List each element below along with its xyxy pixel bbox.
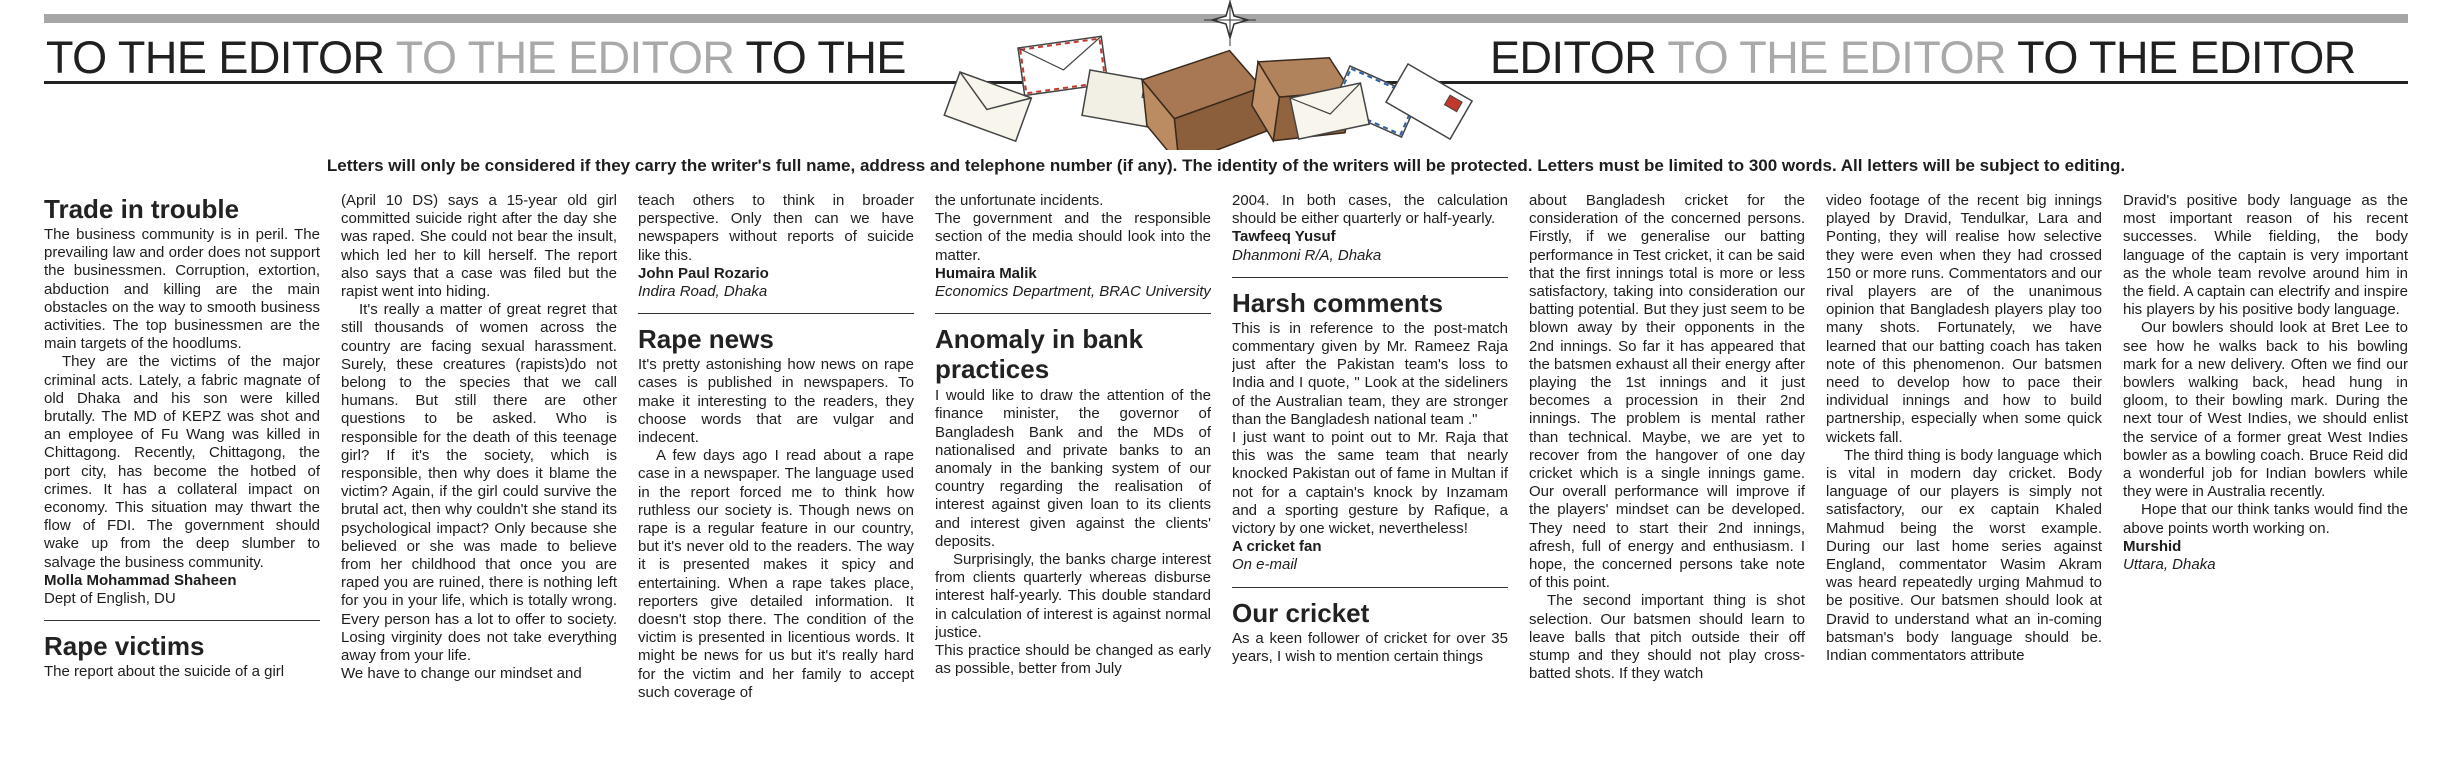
letter-paragraph: They are the victims of the major criminal acts. Lately, a fabric magnate of old Dhaka and his son were killed brutally. The MD of KEPZ was shot and an employee of Fu Wang was killed in Chittagong. Recently, Chittagong, the port city, has become the hotbed of crimes. It has a collateral impact on economy. This situation may thwart the flow of FDI. The government should wake up from the deep slumber to salvage the business community. [44,353,320,571]
letter-paragraph: Surprisingly, the banks charge interest from clients quarterly whereas disburse interest half-yearly. This double standard in calculation of interest is against normal justice. [935,551,1211,641]
masthead-text-gray: TO THE EDITOR [1667,32,2006,83]
letter-paragraph: The government and the responsible section of the media should look into the matter. [935,210,1211,264]
headline-our-cricket: Our cricket [1232,597,1370,628]
letter-affiliation: Uttara, Dhaka [2123,556,2216,574]
envelope-icon [944,72,1031,141]
letter-paragraph: Our bowlers should look at Bret Lee to see how he walks back to his bowling mark for a new delivery. Often we find our bowlers walking back, head hung in gloom, to their bowling mark. During the next tour of West Indies, we should enlist the service of a former great West Indies bowler as a bowling coach. Bruce Reid did a wonderful job for Indian bowlers while they were in Australia recently. [2123,319,2408,501]
masthead-right [1490,33,2356,83]
letter-paragraph: It's pretty astonishing how news on rape cases is published in newspapers. To make it interesting to the readers, they choose words that are vulgar and indecent. [638,356,914,447]
section-divider [935,313,1211,314]
headline-trade-in-trouble: Trade in trouble [44,194,240,224]
column-5 [1232,192,1508,752]
letter-paragraph: I just want to point out to Mr. Raja that this was the same team that nearly knocked Pakistan out of fame in Multan if not for a captain's knock by Inzamam and a sporting gesture by Rafique, a victory by one wicket, nevertheless! [1232,429,1508,538]
letter-paragraph: We have to change our mindset and [341,665,582,683]
headline-rape-news: Rape news [638,324,774,355]
letter-paragraph: It's really a matter of great regret that still thousands of women across the country are facing sexual harassment. Surely, these creatures (rapists)do not belong to the species that we call humans. But still there are other questions to be asked. Who is responsible for the death of this teenage girl? If it's the society, which is responsible, then why does it blame the victim? Again, if the girl could survive the brutal act, then why couldn't she stand its psychological impact? Only because she believed or she was made to believe from her childhood that once you are raped you are ruined, there is nothing left for you in your life, which is totally wrong. Every person has a lot to offer to society. Losing virginity does not take everything away from your life. [341,301,617,665]
letter-paragraph: The business community is in peril. The prevailing law and order does not support the businessmen. Corruption, extortion, abduction and killing are the main obstacles on the way to smooth business activities. The top businessmen are the main targets of the hoodlums. [44,226,320,353]
masthead-text-gray: TO THE EDITOR [395,32,735,83]
letter-paragraph: Dravid's positive body language as the most important reason of his recent successes. While fielding, the body language of the captain is very important as the whole team revolve around him in the field. A captain can electrify and inspire his players by his positive body language. [2123,192,2408,319]
package-icon [1140,48,1269,150]
column-6 [1529,192,1805,752]
letter-paragraph: I would like to draw the attention of the finance minister, the governor of Bangladesh Bank and the MDs of nationalised and private banks to an anomaly in the banking system of our country regarding the realisation of interest against given loan to its clients and interest given against the clients' deposits. [935,387,1211,550]
section-divider [1232,277,1508,278]
masthead-text: TO THE [745,32,906,83]
letter-paragraph: video footage of the recent big innings played by Dravid, Tendulkar, Lara and Ponting, they will realise how selective they were even when they had crossed 150 or more runs. Commentators and our rival players are of the unanimous opinion that Bangladesh players play too many shots. Fortunately, we have learned that our batting coach has taken note of this phenomenon. Our batsmen need to develop how to pace their individual innings and how to build partnership, especially when some quick wickets fall. [1826,192,2102,446]
masthead-text: TO THE EDITOR [46,32,385,83]
letter-signer: John Paul Rozario [638,264,769,282]
letter-signer: Humaira Malik [935,264,1037,282]
letter-paragraph: teach others to think in broader perspective. Only then can we have newspapers without reports of suicide like this. [638,192,914,264]
letter-signer: A cricket fan [1232,538,1322,556]
letters-columns [44,192,2408,752]
column-1 [44,192,320,752]
letter-paragraph: (April 10 DS) says a 15-year old girl committed suicide right after the day she was raped. She could not bear the insult, which led her to kill herself. The report also says that a case was filed but the rapist went into hiding. [341,192,617,301]
starburst-icon [1204,0,1256,46]
letter-paragraph: This practice should be changed as early as possible, better from July [935,642,1211,678]
masthead-text: EDITOR [1490,32,1657,83]
letter-paragraph: 2004. In both cases, the calculation should be either quarterly or half-yearly. [1232,192,1508,228]
headline-anomaly-in-bank-practices: Anomaly in bank practices [935,324,1144,385]
letter-paragraph: Hope that our think tanks would find the above points worth working on. [2123,501,2408,537]
letter-paragraph: the unfortunate incidents. [935,192,1104,209]
masthead-text: TO THE EDITOR [2017,32,2356,83]
masthead-left [46,33,906,83]
letter-affiliation: Dhanmoni R/A, Dhaka [1232,246,1382,264]
letter-paragraph: The third thing is body language which is vital in modern day cricket. Body language of our players is simply not satisfactory, our ex captain Khaled Mahmud being the worst example. During our last home series against England, commentator Wasim Akram was heard repeatedly urging Mahmud to be positive. Our batsmen should look at Dravid to understand what an in-coming batsman's body language should be. Indian commentators attribute [1826,446,2102,665]
section-divider [638,313,914,314]
letter-signer: Tawfeeq Yusuf [1232,228,1336,246]
letter-paragraph: A few days ago I read about a rape case in a newspaper. The language used in the report forced me to think how ruthless our society is. Though news on rape is a regular feature in our country, but it's never old to the readers. The way it is presented makes it spicy and entertaining. When a rape takes place, reporters give detailed information. It doesn't stop there. The condition of the victim is presented in licentious words. It might be news for us but it's really hard for the victim and her family to accept such coverage of [638,447,914,701]
letter-affiliation: Economics Department, BRAC University [935,283,1211,301]
column-2 [341,192,617,752]
column-7 [1826,192,2102,752]
letter-paragraph: The second important thing is shot selection. Our batsmen should learn to leave balls that pitch outside their off stump and they should not play cross-batted shots. If they watch [1529,592,1805,683]
letter-paragraph: about Bangladesh cricket for the consideration of the concerned persons. Firstly, if we generalise our batting performance in Test cricket, it can be said that the first innings total is more or less satisfactory, taking into consideration our batting potential. But they just seem to be blown away by their opponents in the 2nd innings. So far it has appeared that the batsmen exhaust all their energy after playing the 1st innings and it just becomes a procession in their 2nd innings. The problem is mental rather than technical. Maybe, we are yet to recover from the hangover of one day cricket which is a single innings game. Our overall performance will improve if the players' mindset can be developed. They need to start their 2nd innings, afresh, full of energy and enthusiasm. I hope, the concerned persons take note of this point. [1529,192,1805,592]
letter-signer: Molla Mohammad Shaheen [44,571,237,589]
column-8 [2123,192,2408,752]
headline-harsh-comments: Harsh comments [1232,287,1443,318]
submission-notice: Letters will only be considered if they carry the writer's full name, address and telephone number (if any). The identity of the writers will be protected. Letters must be limited to 300 words. All letters will be subject to editing. [326,156,2126,175]
letter-paragraph: This is in reference to the post-match commentary given by Mr. Rameez Raja just after the Pakistan team's loss to India and I quote, " Look at the sideliners of the Australian team, they are stronger than the Bangladesh national team ." [1232,319,1508,428]
headline-rape-victims: Rape victims [44,631,205,662]
column-3 [638,192,914,752]
section-divider [44,620,320,621]
letter-affiliation: On e-mail [1232,556,1298,574]
section-divider [1232,587,1508,588]
letter-affiliation: Indira Road, Dhaka [638,283,768,301]
letter-paragraph: As a keen follower of cricket for over 35 years, I wish to mention certain things [1232,629,1508,665]
letter-affiliation: Dept of English, DU [44,590,176,608]
letter-signer: Murshid [2123,537,2182,555]
letter-paragraph: The report about the suicide of a girl [44,663,285,681]
column-4 [935,192,1211,752]
envelopes-illustration [930,0,1530,150]
